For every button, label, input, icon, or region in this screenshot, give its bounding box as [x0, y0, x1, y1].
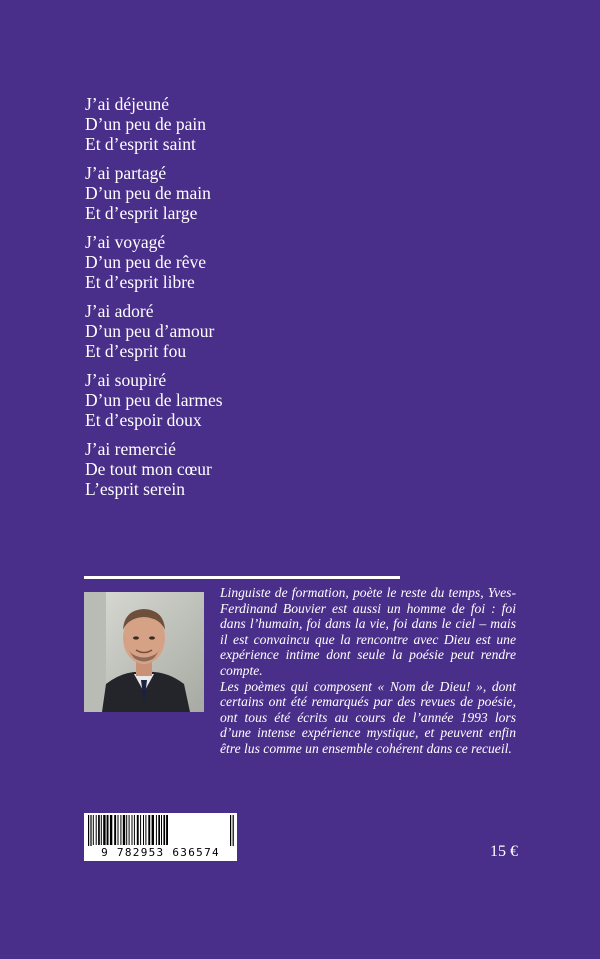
barcode-bar [107, 815, 109, 845]
isbn-number: 9 782953 636574 [101, 846, 220, 859]
barcode-bar [123, 815, 125, 845]
barcode-bar [118, 815, 119, 845]
stanza-2 [85, 163, 445, 223]
poem-line: D’un peu de pain [85, 114, 207, 134]
poem-line: Et d’esprit fou [85, 341, 187, 361]
bio-paragraph: Les poèmes qui composent « Nom de Dieu! », dont certains ont été remarqués par des revues de poésie, ont tous été écrits au cours de l’année 1993 lors d’une intense expérience mystique, et peuvent enfin être lus comme un ensemble cohérent dans ce recueil. [220, 678, 516, 756]
barcode-bar [233, 815, 234, 846]
barcode-bar [93, 815, 94, 845]
barcode-bar [110, 815, 112, 845]
stanza-3 [85, 232, 445, 292]
barcode-bar [101, 815, 102, 845]
poem-line: D’un peu de rêve [85, 252, 206, 272]
poem-line: De tout mon cœur [85, 459, 212, 479]
stanza-1 [85, 94, 445, 154]
poem-line: Et d’esprit saint [85, 134, 196, 154]
poem-line: L’esprit serein [85, 479, 185, 499]
stanza-4 [85, 301, 445, 361]
barcode-bar [163, 815, 165, 845]
barcode-bar [132, 815, 133, 845]
stanza-5 [85, 370, 445, 430]
barcode-bar [140, 815, 141, 845]
poem-line: J’ai déjeuné [85, 94, 170, 114]
poem-line: Et d’esprit libre [85, 272, 195, 292]
poem-line: D’un peu de larmes [85, 390, 223, 410]
poem-line: J’ai voyagé [85, 232, 166, 252]
barcode-bar [120, 815, 121, 845]
stanza-6 [85, 439, 445, 499]
barcode-bar [98, 815, 100, 845]
poem-line: Et d’espoir doux [85, 410, 202, 430]
barcode-bar [230, 815, 231, 846]
price: 15 € [490, 843, 518, 860]
poem-line: J’ai remercié [85, 439, 176, 459]
barcode-bar [158, 815, 160, 845]
barcode-bar [126, 815, 127, 845]
barcode-bar [90, 815, 91, 846]
bio-paragraph: Linguiste de formation, poète le reste du temps, Yves-Ferdinand Bouvier est aussi un homme de foi : foi dans l’humain, foi dans la vie, foi dans le ciel – mais il est convaincu que la rencontre avec Dieu est une expérience intime dont seule la poésie peut rendre compte. [220, 585, 516, 678]
isbn-barcode [84, 813, 237, 861]
barcode-bar [103, 815, 105, 845]
barcode-bar [148, 815, 150, 845]
poem-line: J’ai soupiré [85, 370, 167, 390]
barcode-bar [161, 815, 162, 845]
author-bio [220, 585, 516, 757]
barcode-bar [137, 815, 139, 845]
poem-line: D’un peu d’amour [85, 321, 215, 341]
barcode-bar [156, 815, 157, 845]
barcode-bar [166, 815, 168, 845]
poem-line: Et d’esprit large [85, 203, 198, 223]
poem-line: D’un peu de main [85, 183, 211, 203]
barcode-bar [114, 815, 116, 845]
barcode-bar [134, 815, 135, 845]
barcode-bars [84, 813, 237, 847]
author-photo [84, 592, 204, 712]
barcode-bar [88, 815, 89, 846]
barcode-bar [145, 815, 146, 845]
barcode-bar [143, 815, 144, 845]
barcode-bar [96, 815, 97, 845]
barcode-bar [152, 815, 154, 845]
poem [85, 94, 445, 508]
barcode-bar [129, 815, 130, 845]
poem-line: J’ai partagé [85, 163, 167, 183]
poem-line: J’ai adoré [85, 301, 154, 321]
divider [84, 576, 400, 579]
